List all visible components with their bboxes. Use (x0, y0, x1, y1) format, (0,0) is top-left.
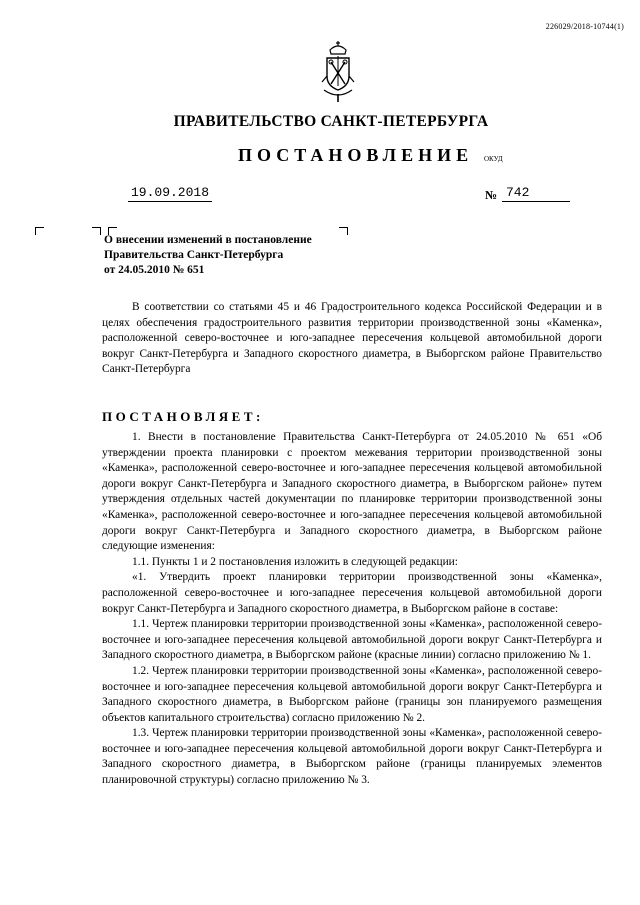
decree-number: 742 (502, 185, 570, 202)
margin-corner-mark (92, 227, 101, 235)
coat-of-arms-icon (318, 40, 358, 104)
body-paragraph: 1.1. Чертеж планировки территории производственной зоны «Каменка», расположенной северо-восточнее и юго-западнее пересечения кольцевой автомобильной дороги вокруг Санкт-Петербурга и Западного скоростного диаметра, в Выборгском районе (красные линии) согласно приложению № 1. (102, 618, 602, 662)
body-paragraph: 1.2. Чертеж планировки территории производственной зоны «Каменка», расположенной северо-восточнее и юго-западнее пересечения кольцевой автомобильной дороги вокруг Санкт-Петербурга и Западного скоростного диаметра, в Выборгском районе (границы зон планируемого размещения объектов капитального строительства) согласно приложению № 2. (102, 664, 602, 724)
decree-date: 19.09.2018 (128, 185, 212, 202)
decree-number-label: № (485, 188, 498, 202)
decree-body (102, 430, 602, 789)
preamble-paragraph: В соответствии со статьями 45 и 46 Градостроительного кодекса Российской Федерации и в целях обеспечения градостроительного развития территории производственной зоны «Каменка», расположенной северо-восточнее и юго-западнее пересечения кольцевой автомобильной дороги вокруг Санкт-Петербурга и Западного скоростного диаметра, в Выборгском районе Правительство Санкт-Петербурга (102, 301, 602, 376)
document-type-title: ПОСТАНОВЛЕНИЕ (238, 145, 474, 165)
issuing-authority: ПРАВИТЕЛЬСТВО САНКТ-ПЕТЕРБУРГА (173, 113, 489, 130)
subject-line: О внесении изменений в постановление (104, 234, 312, 246)
body-paragraph: 1.3. Чертеж планировки территории производственной зоны «Каменка», расположенной северо-восточнее и юго-западнее пересечения кольцевой автомобильной дороги вокруг Санкт-Петербурга и Западного скоростного диаметра, в Выборгском районе (границы планируемых элементов планировочной структуры) согласно приложению № 3. (102, 727, 602, 787)
margin-corner-mark (35, 227, 44, 235)
subject-line: Правительства Санкт-Петербурга (104, 249, 284, 261)
body-paragraph: 1.1. Пункты 1 и 2 постановления изложить в следующей редакции: (132, 555, 458, 568)
okud-label: ОКУД (484, 155, 503, 163)
decree-subject (104, 233, 354, 278)
body-paragraph: «1. Утвердить проект планировки территории производственной зоны «Каменка», расположенной северо-восточнее и юго-западнее пересечения кольцевой автомобильной дороги вокруг Санкт-Петербурга и Западного скоростного диаметра, в Выборгском районе в составе: (102, 571, 602, 615)
subject-line: от 24.05.2010 № 651 (104, 264, 205, 276)
resolves-heading: ПОСТАНОВЛЯЕТ: (102, 409, 264, 424)
document-reference-number: 226029/2018-10744(1) (545, 22, 624, 31)
body-paragraph: 1. Внести в постановление Правительства Санкт-Петербурга от 24.05.2010 № 651 «Об утверждении проекта планировки с проектом межевания территории производственной зоны «Каменка», расположенной северо-восточнее и юго-западнее пересечения кольцевой автомобильной дороги вокруг Санкт-Петербурга и Западного скоростного диаметра, в Выборгском районе» путем утверждения отдельных частей документации по планировке территории производственной зоны «Каменка», расположенной северо-восточнее и юго-западнее пересечения кольцевой автомобильной дороги вокруг Санкт-Петербурга и Западного скоростного диаметра, в Выборгском районе следующие изменения: (102, 431, 602, 553)
